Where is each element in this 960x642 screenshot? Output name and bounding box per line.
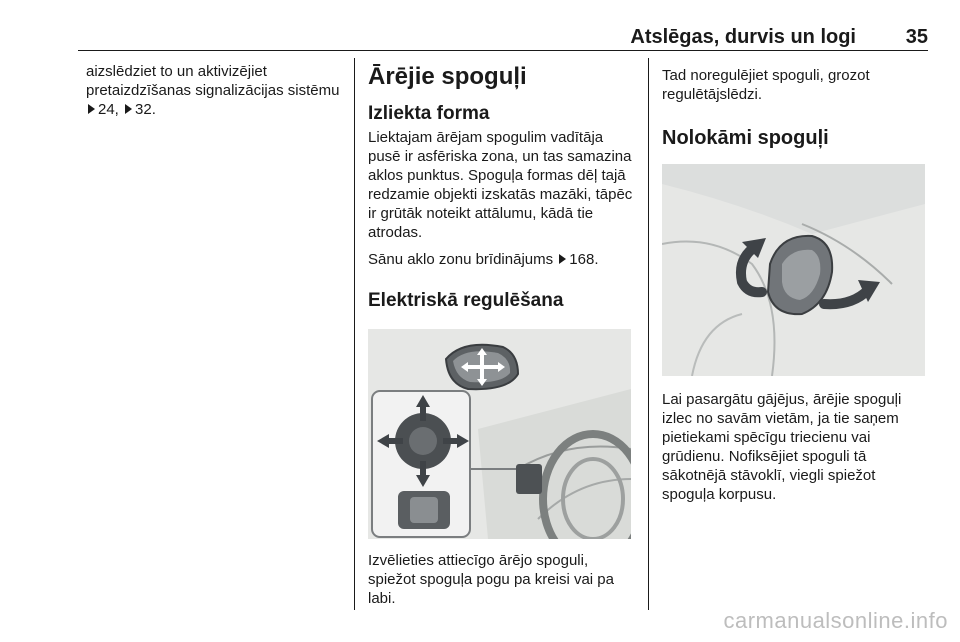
page-ref-arrow-icon: [125, 104, 132, 114]
page-header: [78, 26, 928, 48]
watermark: carmanualsonline.info: [723, 608, 948, 633]
subsection-title-convex: Izliekta forma: [368, 103, 490, 124]
subsection-title-electric: Elektriskā regulēšana: [368, 290, 564, 311]
right-column: [662, 66, 928, 504]
left-column: [86, 62, 341, 119]
subsection-title-folding: Nolokāmi spoguļi: [662, 127, 829, 149]
blind-spot-line: [368, 250, 634, 269]
select-mirror-text: Izvēlieties attiecīgo ārējo spoguli, spiežot spoguļa pogu pa kreisi vai pa labi.: [368, 552, 614, 607]
mirror-switch-svg: [368, 329, 631, 539]
page-number: 35: [905, 26, 928, 48]
blind-spot-text: Sānu aklo zonu brīdinājums: [368, 251, 554, 268]
left-text: aizslēdziet to un aktivizējiet pretaizdzīšanas signalizācijas sistēmu: [86, 63, 340, 99]
header-title: Atslēgas, durvis un logi: [630, 26, 856, 48]
mirror-adjust-switch-illustration: [368, 329, 631, 539]
page-ref-arrow-icon: [559, 254, 566, 264]
column-divider-2: [648, 58, 649, 610]
folding-mirror-svg: [662, 164, 925, 376]
convex-description: Liektajam ārējam spogulim vadītāja pusē ir asfēriska zona, un tas samazina aklos punktus. Spoguļa formas dēļ tajā redzamie objekti izskatās mazāki, tāpēc ir grūtāk noteikt attālumu, kādā tie atrodas.: [368, 129, 633, 241]
page-ref-32[interactable]: 32.: [135, 101, 156, 118]
adjust-mirror-text: Tad noregulējiet spoguli, grozot regulētājslēdzi.: [662, 67, 870, 103]
header-divider: [78, 50, 928, 51]
folding-mirror-illustration: [662, 164, 925, 376]
middle-column: [368, 62, 634, 608]
page-ref-168[interactable]: 168.: [569, 251, 599, 268]
left-paragraph: [86, 62, 341, 119]
column-divider-1: [354, 58, 355, 610]
page-ref-24[interactable]: 24,: [98, 101, 119, 118]
page-ref-arrow-icon: [88, 104, 95, 114]
folding-mirror-description: Lai pasargātu gājējus, ārējie spoguļi izlec no savām vietām, ja tie saņem pietiekami spēcīgu triecienu vai grūdienu. Nofiksējiet spoguli tā sākotnējā stāvoklī, viegli spiežot spoguļa korpusu.: [662, 391, 902, 503]
section-title: Ārējie spoguļi: [368, 63, 527, 90]
